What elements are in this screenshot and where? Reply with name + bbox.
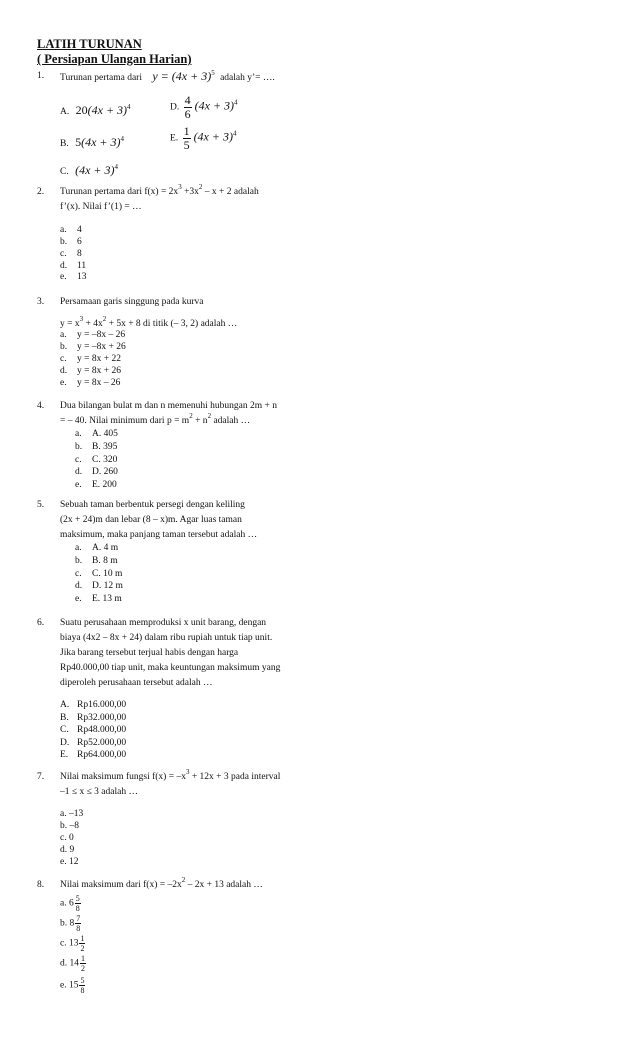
q8-option-d: d. 14 $\frac{1}{2}$ [60,954,85,973]
q7-option-c: c. 0 [60,833,74,843]
q2-option-e: e. 13 [60,272,87,282]
q2-line1: Turunan pertama dari $f(x) = 2x^3 +3x^2 - x + 2$ adalah [60,183,259,197]
q6-number: 6. [37,618,45,628]
q7-option-e: e. 12 [60,857,79,867]
q2-line2: f’(x). Nilai f’(1) = … [60,202,142,212]
q2-number: 2. [37,187,45,197]
q1-text: Turunan pertama dari $y = (4x + 3)^5$ adalah y’= …. [60,69,275,83]
q1-option-d: D. $\frac{4}{6}$ $(4x + 3)^4$ [170,93,238,121]
q1-option-e: E. $\frac{1}{5}$ $(4x + 3)^4$ [170,124,237,152]
q3-option-b: b. y = –8x + 26 [60,342,126,352]
q6-line4: Rp40.000,00 tiap unit, maka keuntungan maksimum yang [60,663,281,673]
q1-option-a: A. $20(4x + 3)^4$ [60,103,131,117]
q2-option-d: d. 11 [60,261,87,271]
q1-number: 1. [37,71,45,81]
q3-option-c: c. y = 8x + 22 [60,354,121,364]
q4-number: 4. [37,401,45,411]
q4-option-d: d. D. 260 [75,467,118,477]
q6-option-e: E. Rp64.000,00 [60,750,127,760]
q4-option-b: b. B. 395 [75,442,118,452]
q4-option-e: e. E. 200 [75,480,117,490]
q5-option-e: e. E. 13 m [75,594,122,604]
q3-number: 3. [37,297,45,307]
q6-option-b: B. Rp32.000,00 [60,713,127,723]
q8-option-a: a. 6 $\frac{5}{8}$ [60,894,80,913]
q6-option-a: A. Rp16.000,00 [60,700,127,710]
q5-option-d: d. D. 12 m [75,581,123,591]
q8-option-b: b. 8 $\frac{7}{8}$ [60,914,81,933]
q5-line2: (2x + 24)m dan lebar (8 – x)m. Agar luas taman [60,515,242,525]
q7-option-b: b. –8 [60,821,79,831]
q4-option-a: a. A. 405 [75,429,118,439]
q1-option-c: C. $(4x + 3)^4$ [60,163,119,177]
q6-line3: Jika barang tersebut terjual habis dengan harga [60,648,239,658]
q2-option-c: c. 8 [60,249,82,259]
q5-option-a: a. A. 4 m [75,543,119,553]
q7-number: 7. [37,772,45,782]
q3-line2: $y = x^3 + 4x^2 + 5x + 8$ di titik (– 3, 2) adalah … [60,315,238,329]
q8-option-c: c. 13 $\frac{1}{2}$ [60,934,85,953]
q8-line1: Nilai maksimum dari $f(x) = -2x^2 - 2x + 13$ adalah … [60,876,263,890]
q2-option-b: b. 6 [60,237,82,247]
q7-line2: –1 ≤ x ≤ 3 adalah … [60,787,138,797]
q4-line1: Dua bilangan bulat m dan n memenuhi hubungan 2m + n [60,401,277,411]
q7-option-d: d. 9 [60,845,75,855]
q5-number: 5. [37,500,45,510]
q3-option-a: a. y = –8x – 26 [60,330,126,340]
q6-line1: Suatu perusahaan memproduksi x unit barang, dengan [60,618,267,628]
q3-option-d: d. y = 8x + 26 [60,366,121,376]
page-subtitle: ( Persiapan Ulangan Harian) [37,52,192,66]
q3-option-e: e. y = 8x – 26 [60,378,121,388]
q8-option-e: e. 15 $\frac{5}{8}$ [60,976,85,995]
q5-option-c: c. C. 10 m [75,569,123,579]
q5-line1: Sebuah taman berbentuk persegi dengan keliling [60,500,245,510]
q4-option-c: c. C. 320 [75,455,118,465]
q6-line5: diperoleh perusahaan tersebut adalah … [60,678,213,688]
q7-option-a: a. –13 [60,809,84,819]
q6-line2: biaya (4x2 – 8x + 24) dalam ribu rupiah untuk tiap unit. [60,633,273,643]
q8-number: 8. [37,880,45,890]
page-title: LATIH TURUNAN [37,37,142,51]
q5-option-b: b. B. 8 m [75,556,118,566]
q6-option-c: C. Rp48.000,00 [60,725,127,735]
q3-line1: Persamaan garis singgung pada kurva [60,297,204,307]
q7-line1: Nilai maksimum fungsi $f(x) = -x^3 + 12x + 3$ pada interval [60,768,281,782]
q4-line2: = – 40. Nilai minimum dari $p = m^2 + n^2$ adalah … [60,412,251,426]
q2-option-a: a. 4 [60,225,82,235]
q1-option-b: B. $5(4x + 3)^4$ [60,135,125,149]
q5-line3: maksimum, maka panjang taman tersebut adalah … [60,530,258,540]
q6-option-d: D. Rp52.000,00 [60,738,127,748]
